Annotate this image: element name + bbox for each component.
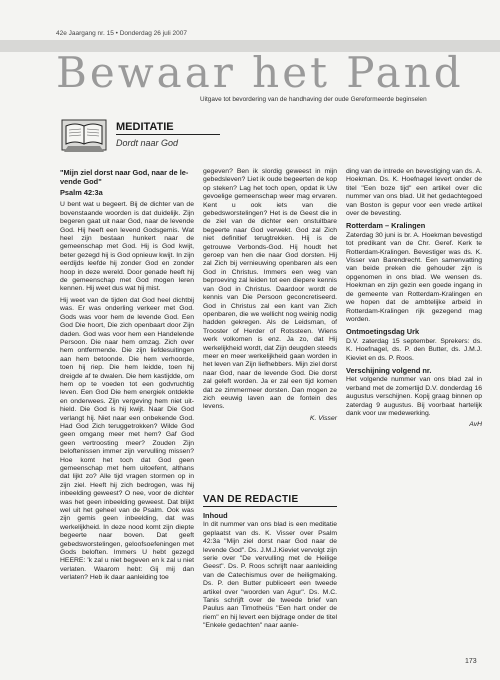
issue-line: 42e Jaargang nr. 15 • Donderdag 26 juli 2007 — [56, 30, 187, 37]
meditatie-subheading: Dordt naar God — [116, 138, 179, 148]
item-text-verschijning: Het volgende nummer van ons blad zal in verband met de zomertijd D.V. donderdag 16 augustus verschijnen. Kopij graag binnen op zaterdag 9 augustus. Bij voorbaat hartelijk dank voor uw medewerking. — [346, 376, 482, 417]
meditatie-heading: MEDITATIE — [116, 121, 174, 133]
item-title-verschijning: Verschijning volgend nr. — [346, 365, 432, 375]
redactie-rule — [203, 506, 337, 507]
publication-title: Bewaar het Pand — [56, 48, 464, 97]
redactie-block — [203, 512, 337, 634]
meditatie-paragraph: U bent wat u begeert. Bij de dichter van de bovenstaande woorden is dat duidelijk. Zijn begeren gaat uit naar God, naar de levende God. Hij heeft een levend Godsgemis. Wat heel zijn bestaan hunkert naar de gemeenschap met God. Hij is God kwijt, beter gezegd hij is God opnieuw kwijt. In zijn eerdijds leefde hij zonder God en zonder hoop in deze wereld. Door genade heeft hij de gemeenschap met God mogen leren kennen. Hij weet dus wat hij mist. — [60, 201, 194, 293]
item-title-urk: Ontmoetingsdag Urk — [346, 327, 420, 337]
right-signature: AvH — [469, 421, 482, 429]
column-left — [60, 168, 194, 586]
item-text-rotterdam: Zaterdag 30 juni is br. A. Hoekman bevestigd tot predikant van de Chr. Geref. Kerk te Rotterdam-Kralingen. Bevestiger was ds. K. Visser van Barendrecht. Een samenvatting van beide preken die gehouder zijn is opgenomen in ons blad. We wensen ds. Hoekman en zijn gezin een goede ingang in de gemeente van Rotterdam-Kralingen en we hopen dat de ambtelijke arbeid in Rotterdam-Kralingen rijk gezegend mag worden. — [346, 231, 482, 323]
meditatie-verse: Psalm 42:3a — [60, 188, 103, 197]
item-text-urk: D.V. zaterdag 15 september. Sprekers: ds. K. Hoefnagel, ds. P. den Butter, ds. J.M.J. Kieviet en ds. P. Roos. — [346, 337, 482, 362]
meditatie-paragraph: Hij weet van de tijden dat God heel dichtbij was. Er was onderling verkeer met God. Gods was voor hem de levende God. Een God Die hoort, Die zich openbaart door Zijn daden. God was voor hem een Handelende Persoon. Die naar hem omzag. Zich over hem ontfermende. Die zijn liefdesuitingen aan hem betoonde. Die hem verhoorde, toen hij riep. Die hem leidde, toen hij dreigde af te dwalen. Die hem kastijdde, om hem op te voeden tot een godvruchtig leven. Een God Die hem energiek ontdekte en onderwees. Zijn vergeving hem niet uit-hield. Die God is hij kwijt. Naar Die God verlangt hij. Niet naar een onbekende God. Had God Zich teruggetrokken? Wilde God geen omgang meer met hem? Gaf God geen vertroosting meer? Zouden Zijn beloftenissen immer zijn vervulling missen? Hoe komt het toch dat God geen gemeenschap met hem uitoefent, althans dat lijkt zo? Alle tijd vragen stormen op in zijn ziel. Heeft hij zich bedrogen, was hij inbeelding geweest? O nee, voor de dichter was het geen inbeelding geweest. Dat blijkt wel uit het geheel van de Psalm. Ook was zijn gemis geen inbeelding, dat was werkelijkheid. In deze nood komt zijn diepte begeerte naar boven. Dat geeft gebedsworstelingen, geloofsoefeningen met Gods beloften. Immers U hebt gezegd HEERE: 'k zal u niet begeven en k zal u niet verlaten. Waarom hebt: Gij mij dan verlaten? Heb ik daar aanleiding toe — [60, 296, 194, 582]
meditatie-rule — [116, 134, 220, 135]
meditatie-quote: "Mijn ziel dorst naar God, naar de le-vende God" — [60, 168, 189, 186]
open-book-icon — [60, 114, 108, 156]
column-right — [346, 168, 482, 433]
redactie-text: In dit nummer van ons blad is een meditatie geplaatst van ds. K. Visser over Psalm 42:3a "Mijn ziel dorst naar God naar de levende God". Ds. J.M.J.Kieviet vervolgt zijn serie over "De vervulling met de Heilige Geest". Ds. P. Roos schrijft naar aanleiding van de Catechismus over de heiligmaking. Ds. P. den Butter publiceert een tweede artikel over "woorden van Agur". Ds. M.C. Tanis schrijft over de tweede brief van Paulus aan Timotheüs "Een hart onder de riem" en hij levert een bijdrage onder de titel "Enkele gedachten" naar aanle- — [203, 521, 337, 630]
redactie-heading: VAN DE REDACTIE — [203, 494, 299, 505]
column-middle — [203, 168, 337, 426]
meditatie-paragraph: gegeven? Ben ik slordig geweest in mijn gebedsleven? Liet ik oude begeerten de kop op steken? Lag het toch open, opdat ik Uw gevoelige gemeenschap weer mag ervaren. Kent u ook iets van die gebedsworstelingen? Het is de Geest die in de ziel van de dichter een onstuitbare begeerte naar God verwekt. God zal Zich niet definitief terugtrekken. Hij is de getrouwe Verbonds-God. Hij houdt het geroep van hen die naar God dorsten. Hij zal Zich bij vernieuwing openbaren als een God in Christus. Immers een weg van beproeving zal leiden tot een diepere kennis van God in Christus. Daardoor wordt de kennis van Die Persoon geconcretiseerd. God in Christus zal een kant van Zich openbaren, die we wellicht nog weinig nodig hadden gekregen. Als de Leidsman, of Trooster of Herder of Rotssteen. Wiens werk volkomen is enz. Ja zo, dat Hij werkelijkheid wordt, dat Zijn deugden steeds meer en meer werkelijkheid gaan worden in het leven van Zijn liefhebbers. Mijn ziel dorst naar God, naar de levende God. Die dorst zal geleft worden. Ja er zal een tijd komen dat ze zimmermeer dorsten. Dan mogen ze zich eeuwig laven aan de fontein des levens. — [203, 168, 337, 411]
right-intro: ding van de intrede en bevestiging van ds. A. Hoekman. Ds. K. Hoefnagel levert onder de titel "Een boze tijd" een artikel over dic nummer van ons blad. Uit het gedachtegoed van Boston is gepur voor een vrede artikel over de bevesting. — [346, 168, 482, 218]
masthead — [0, 40, 500, 104]
meditatie-signature: K. Visser — [309, 414, 337, 422]
redactie-subhead: Inhoud — [203, 511, 228, 520]
item-title-rotterdam: Rotterdam – Kralingen — [346, 221, 426, 231]
publication-subtitle: Uitgave tot bevordering van de handhaving der oude Gereformeerde beginselen — [200, 96, 427, 103]
page-number: 173 — [465, 658, 477, 665]
